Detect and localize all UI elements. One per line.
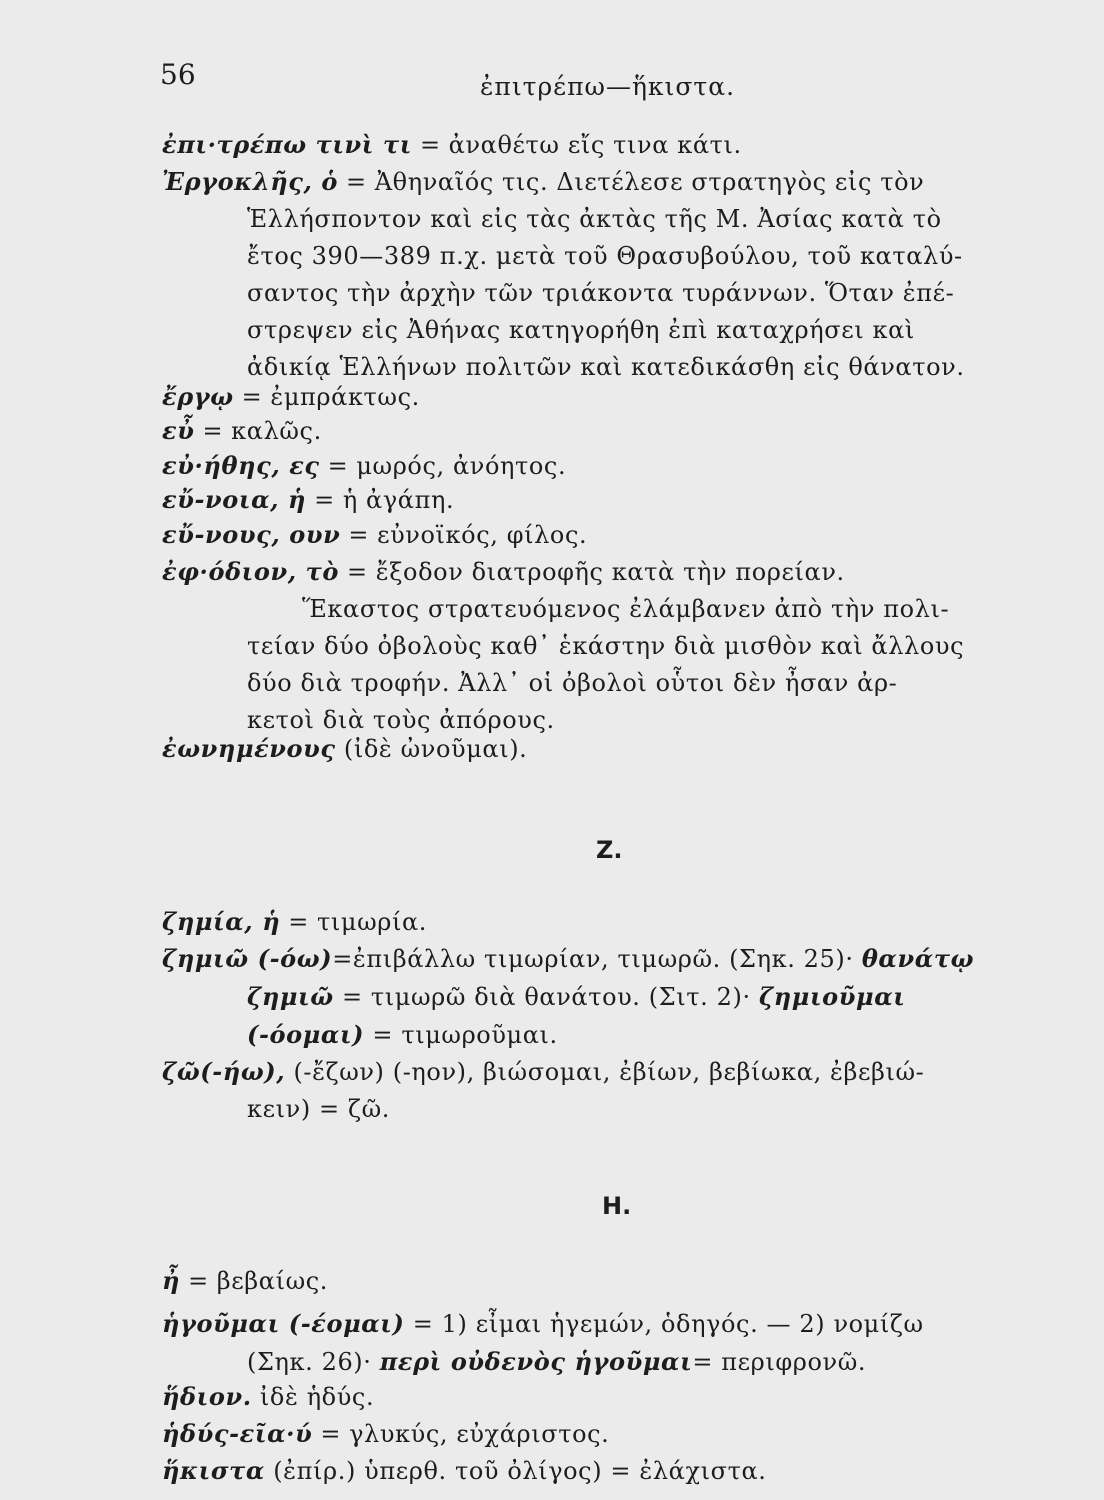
equals-sign: = <box>288 908 309 936</box>
definition: ἡ ἀγάπη. <box>342 486 455 514</box>
headword: ζημιῶ (-όω) <box>162 944 333 973</box>
definition-line: σαντος τὴν ἀρχὴν τῶν τριάκοντα τυράννων. Ὅταν ἐπέ- <box>247 279 955 307</box>
section-letter-h: Η. <box>602 1192 632 1220</box>
headword: ἥκιστα <box>162 1456 265 1485</box>
definition-line: Ἀθηναῖός τις. Διετέλεσε στρατηγὸς εἰς τὸν <box>374 168 925 196</box>
definition: ἔξοδον διατροφῆς κατὰ τὴν πορείαν. <box>375 558 845 586</box>
running-head: ἐπιτρέπω—ἥκιστα. <box>480 72 736 101</box>
equals-sign: = <box>327 452 349 480</box>
entry-euethes <box>162 447 1067 485</box>
headword: ἐφ·όδιον, τὸ <box>162 557 340 586</box>
definition-line: = περιφρονῶ. <box>692 1348 867 1376</box>
headword: Ἐργοκλῆς, ὁ <box>162 167 339 196</box>
definition-line: Ἑλλήσποντον καὶ εἰς τὰς ἀκτὰς τῆς Μ. Ἀσίας κατὰ τὸ <box>247 205 942 233</box>
phrase: περὶ οὐδενὸς ἡγοῦμαι <box>379 1347 693 1376</box>
headword: ἡγοῦμαι (-έομαι) <box>162 1309 405 1338</box>
note-line: δύο διὰ τροφήν. Ἀλλ᾽ οἱ ὀβολοὶ οὗτοι δὲν ἦσαν ἀρ- <box>247 669 898 697</box>
headword: ζημία, ἡ <box>162 907 281 936</box>
equals-sign: = <box>347 558 368 586</box>
definition-line: ἔτος 390—389 π.χ. μετὰ τοῦ Θρασυβούλου, τοῦ καταλύ- <box>247 242 963 270</box>
headword: ἐωνημένους <box>162 734 336 763</box>
definition: εὐνοϊκός, φίλος. <box>377 521 588 549</box>
entry-hekista <box>162 1452 1067 1490</box>
headword: ζημιοῦμαι <box>758 982 906 1011</box>
note-line: τείαν δύο ὀβολοὺς καθ᾽ ἑκάστην διὰ μισθὸν καὶ ἄλλους <box>247 632 965 660</box>
entry-e <box>162 1262 1067 1300</box>
equals-sign: = <box>241 383 263 411</box>
entry-hedys <box>162 1415 1067 1453</box>
headword: ἥδιον. <box>162 1382 252 1411</box>
definition: ἀναθέτω εἴς τινα κάτι. <box>448 131 742 159</box>
entry-eunous <box>162 516 1067 554</box>
headword: ἐπι·τρέπω τινὶ τι <box>162 130 412 159</box>
equals-sign: = <box>188 1267 209 1295</box>
equals-sign: = <box>419 131 441 159</box>
phrase: ζημιῶ <box>247 982 334 1011</box>
definition-line: στρεψεν εἰς Ἀθήνας κατηγορήθη ἐπὶ καταχρήσει καὶ <box>247 316 915 344</box>
definition: ἐμπράκτως. <box>270 383 420 411</box>
headword: εὖ <box>162 416 195 445</box>
entry-ephodion <box>162 553 1067 739</box>
definition-line: κειν) = ζῶ. <box>247 1095 390 1123</box>
definition-line: =ἐπιβάλλω τιμωρίαν, τιμωρῶ. (Σηκ. 25)· <box>332 945 854 973</box>
reference: (Σηκ. 26)· <box>247 1348 372 1376</box>
definition-line: (-ἔζων) (-ηον), βιώσομαι, ἐβίων, βεβίωκα, ἐβεβιώ- <box>293 1058 925 1086</box>
page-number: 56 <box>160 58 196 91</box>
definition-line: = τιμωρῶ διὰ θανάτου. (Σιτ. 2)· <box>341 983 751 1011</box>
headword: ζῶ(-ήω), <box>162 1057 286 1086</box>
entry-eunoia <box>162 481 1067 519</box>
headword: ἡδύς-εῖα·ύ <box>162 1419 313 1448</box>
equals-sign: = <box>320 1420 342 1448</box>
note-line: Ἕκαστος στρατευόμενος ἐλάμβανεν ἀπὸ τὴν πολι- <box>302 595 950 623</box>
definition: τιμωρία. <box>317 908 428 936</box>
definition-line: ἀδικίᾳ Ἑλλήνων πολιτῶν καὶ κατεδικάσθη εἰς θάνατον. <box>247 353 965 381</box>
definition: μωρός, ἀνόητος. <box>356 452 567 480</box>
entry-hedion <box>162 1378 1067 1416</box>
entry-epitrepo <box>162 126 1067 164</box>
section-letter-z: Ζ. <box>596 836 623 864</box>
headword: εὔ-νοια, ἡ <box>162 485 307 514</box>
definition: (ἐπίρ.) ὑπερθ. τοῦ ὀλίγος) = ἐλάχιστα. <box>273 1457 767 1485</box>
headword: εὔ-νους, ουν <box>162 520 341 549</box>
entry-eonemenous <box>162 730 1067 768</box>
headword: εὐ·ήθης, ες <box>162 451 320 480</box>
entry-ergo <box>162 378 1067 416</box>
equals-sign: = <box>346 168 367 196</box>
phrase: θανάτῳ <box>861 944 975 973</box>
definition: (ἰδὲ ὠνοῦμαι). <box>343 735 528 763</box>
definition-line: = 1) εἶμαι ἡγεμών, ὁδηγός. — 2) νομίζω <box>412 1310 924 1338</box>
equals-sign: = <box>348 521 370 549</box>
definition: γλυκύς, εὐχάριστος. <box>349 1420 610 1448</box>
entry-ergokles <box>162 163 1067 386</box>
headword: ἔργῳ <box>162 382 234 411</box>
equals-sign: = <box>314 486 335 514</box>
equals-sign: = <box>202 417 224 445</box>
definition: βεβαίως. <box>216 1267 329 1295</box>
definition-line: = τιμωροῦμαι. <box>372 1021 558 1049</box>
entry-eu <box>162 412 1067 450</box>
definition: ἰδὲ ἡδύς. <box>259 1383 375 1411</box>
entry-zemio <box>162 940 1067 1054</box>
headword: ἦ <box>162 1266 181 1295</box>
entry-zemia <box>162 903 1067 941</box>
entry-zo <box>162 1053 1067 1128</box>
definition: καλῶς. <box>231 417 322 445</box>
note-line: κετοὶ διὰ τοὺς ἀπόρους. <box>247 706 555 734</box>
headword-variant: (-όομαι) <box>247 1020 365 1049</box>
entry-hegoumai <box>162 1305 1067 1381</box>
